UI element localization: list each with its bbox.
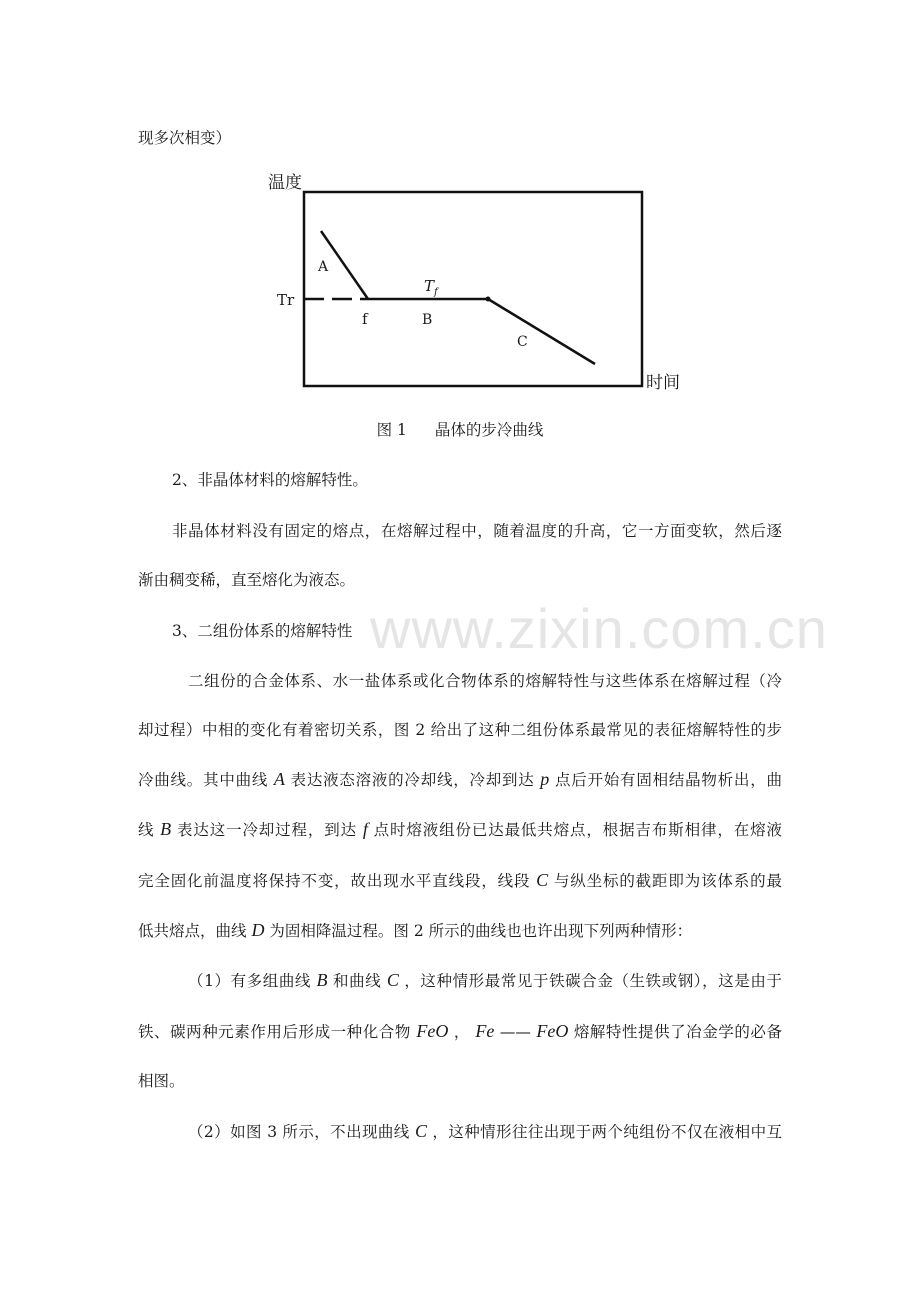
caption-text: 晶体的步冷曲线: [434, 421, 544, 439]
segment-a-label: A: [318, 259, 329, 275]
tr-level-label: Tr: [277, 291, 295, 309]
section2-paragraph-line2: 渐由稠变稀，直至熔化为液态。: [138, 571, 356, 589]
section2-paragraph-line1: 非晶体材料没有固定的熔点，在熔解过程中，随着温度的升高，它一方面变软，然后逐: [172, 522, 782, 540]
math-C: C: [536, 870, 549, 890]
math-f: f: [362, 819, 368, 839]
math-D: D: [251, 920, 265, 940]
tf-symbol: $T_f$: [424, 277, 438, 298]
segment-bc-joint: [486, 297, 491, 302]
p4-line1: （1）有多组曲线 B 和曲线 C ，这种情形最常见于铁碳合金（生铁或钢），这是由于: [188, 970, 782, 990]
section2-heading: 2、非晶体材料的熔解特性。: [172, 471, 368, 489]
math-Fe: Fe: [475, 1021, 495, 1041]
curve-segment-c: [488, 299, 595, 364]
top-fragment-line: [138, 127, 231, 149]
watermark: www.zixin.com.cn: [370, 597, 828, 660]
segment-b-label: B: [422, 312, 433, 328]
math-FeO: FeO: [536, 1021, 569, 1041]
x-axis-label: 时间: [646, 373, 680, 393]
math-C: C: [386, 970, 399, 990]
p3-line6: 低共熔点，曲线 D 为固相降温过程。图 2 所示的曲线也也许出现下列两种情形：: [138, 920, 693, 940]
figure-caption: [0, 418, 920, 440]
caption-number: 图 1: [376, 421, 407, 439]
math-p: p: [540, 769, 550, 789]
section3-heading: 3、二组份体系的熔解特性: [172, 622, 353, 640]
p3-line3: 冷曲线。其中曲线 A 表达液态溶液的冷却线，冷却到达 p 点后开始有固相结晶物析出，曲: [138, 769, 782, 789]
math-A: A: [273, 769, 285, 789]
cooling-curve-figure: [0, 160, 920, 400]
math-C: C: [415, 1121, 428, 1141]
p3-line2: 却过程）中相的变化有着密切关系，图 2 给出了这种二组份体系最常见的表征熔解特性的步: [138, 721, 782, 739]
p4-line3: 相图。: [138, 1072, 185, 1090]
top-fragment-text: 现多次相变）: [138, 129, 232, 147]
y-axis-label: 温度: [268, 173, 302, 193]
point-f-label: f: [362, 310, 368, 328]
plot-frame: [304, 192, 642, 386]
p3-line4: 线 B 表达这一冷却过程，到达 f 点时熔液组份已达最低共熔点，根据吉布斯相律，在熔液: [138, 819, 782, 839]
math-B: B: [316, 970, 328, 990]
p3-line1: 二组份的合金体系、水一盐体系或化合物体系的熔解特性与这些体系在熔解过程（冷: [188, 672, 782, 690]
p3-line5: 完全固化前温度将保持不变，故出现水平直线段，线段 C 与纵坐标的截距即为该体系的最: [138, 870, 782, 890]
math-FeO: FeO: [416, 1021, 449, 1041]
math-B: B: [160, 819, 172, 839]
segment-c-label: C: [517, 334, 528, 350]
p4-line2: 铁、碳两种元素作用后形成一种化合物 FeO ， Fe —— FeO 熔解特性提供了冶金学的必备: [138, 1021, 782, 1041]
p5-line1: （2）如图 3 所示，不出现曲线 C ，这种情形往往出现于两个纯组份不仅在液相中互: [188, 1121, 782, 1141]
